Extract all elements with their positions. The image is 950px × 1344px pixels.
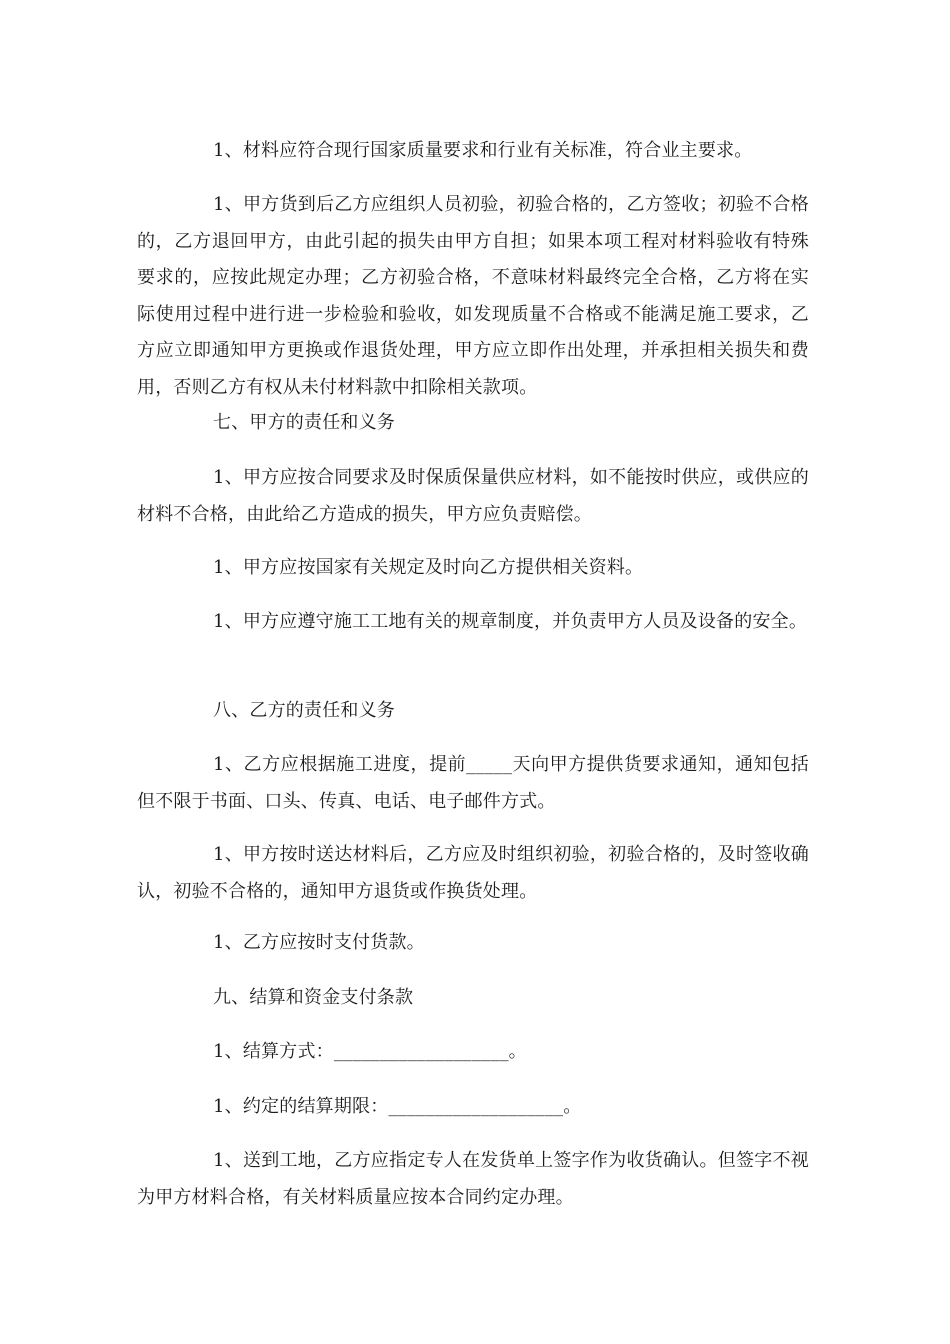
paragraph-delivery-confirmation: 1、送到工地，乙方应指定专人在发货单上签字作为收货确认。但签字不视为甲方材料合格，有关材料质量应按本合同约定办理。 xyxy=(137,1150,809,1208)
section-heading-party-a: 七、甲方的责任和义务 xyxy=(213,412,395,433)
paragraph-party-a-supply: 1、甲方应按合同要求及时保质保量供应材料，如不能按时供应，或供应的材料不合格，由此给乙方造成的损失，甲方应负责赔偿。 xyxy=(137,467,809,525)
paragraph-material-standard: 1、材料应符合现行国家质量要求和行业有关标准，符合业主要求。 xyxy=(213,140,753,161)
paragraph-party-b-notice: 1、乙方应根据施工进度，提前_____天向甲方提供货要求通知，通知包括但不限于书面、口头、传真、电话、电子邮件方式。 xyxy=(137,754,809,812)
paragraph-party-b-inspection: 1、甲方按时送达材料后，乙方应及时组织初验，初验合格的，及时签收确认，初验不合格的，通知甲方退货或作换货处理。 xyxy=(137,844,809,902)
section-heading-party-b: 八、乙方的责任和义务 xyxy=(213,700,395,721)
paragraph-party-a-safety: 1、甲方应遵守施工工地有关的规章制度，并负责甲方人员及设备的安全。 xyxy=(213,611,808,632)
paragraph-settlement-method: 1、结算方式：___________________。 xyxy=(213,1041,527,1062)
paragraph-settlement-period: 1、约定的结算期限：___________________。 xyxy=(213,1096,582,1117)
section-heading-settlement: 九、结算和资金支付条款 xyxy=(213,987,414,1008)
paragraph-party-b-payment: 1、乙方应按时支付货款。 xyxy=(213,932,425,953)
paragraph-party-a-documents: 1、甲方应按国家有关规定及时向乙方提供相关资料。 xyxy=(213,557,644,578)
paragraph-initial-inspection: 1、甲方货到后乙方应组织人员初验，初验合格的，乙方签收；初验不合格的，乙方退回甲方，由此引起的损失由甲方自担；如果本项工程对材料验收有特殊要求的，应按此规定办理；乙方初验合格，不意味材料最终完全合格，乙方将在实际使用过程中进行进一步检验和验收，如发现质量不合格或不能满足施工要求，乙方应立即通知甲方更换或作退货处理，甲方应立即作出处理，并承担相关损失和费用，否则乙方有权从未付材料款中扣除相关款项。 xyxy=(137,194,809,398)
